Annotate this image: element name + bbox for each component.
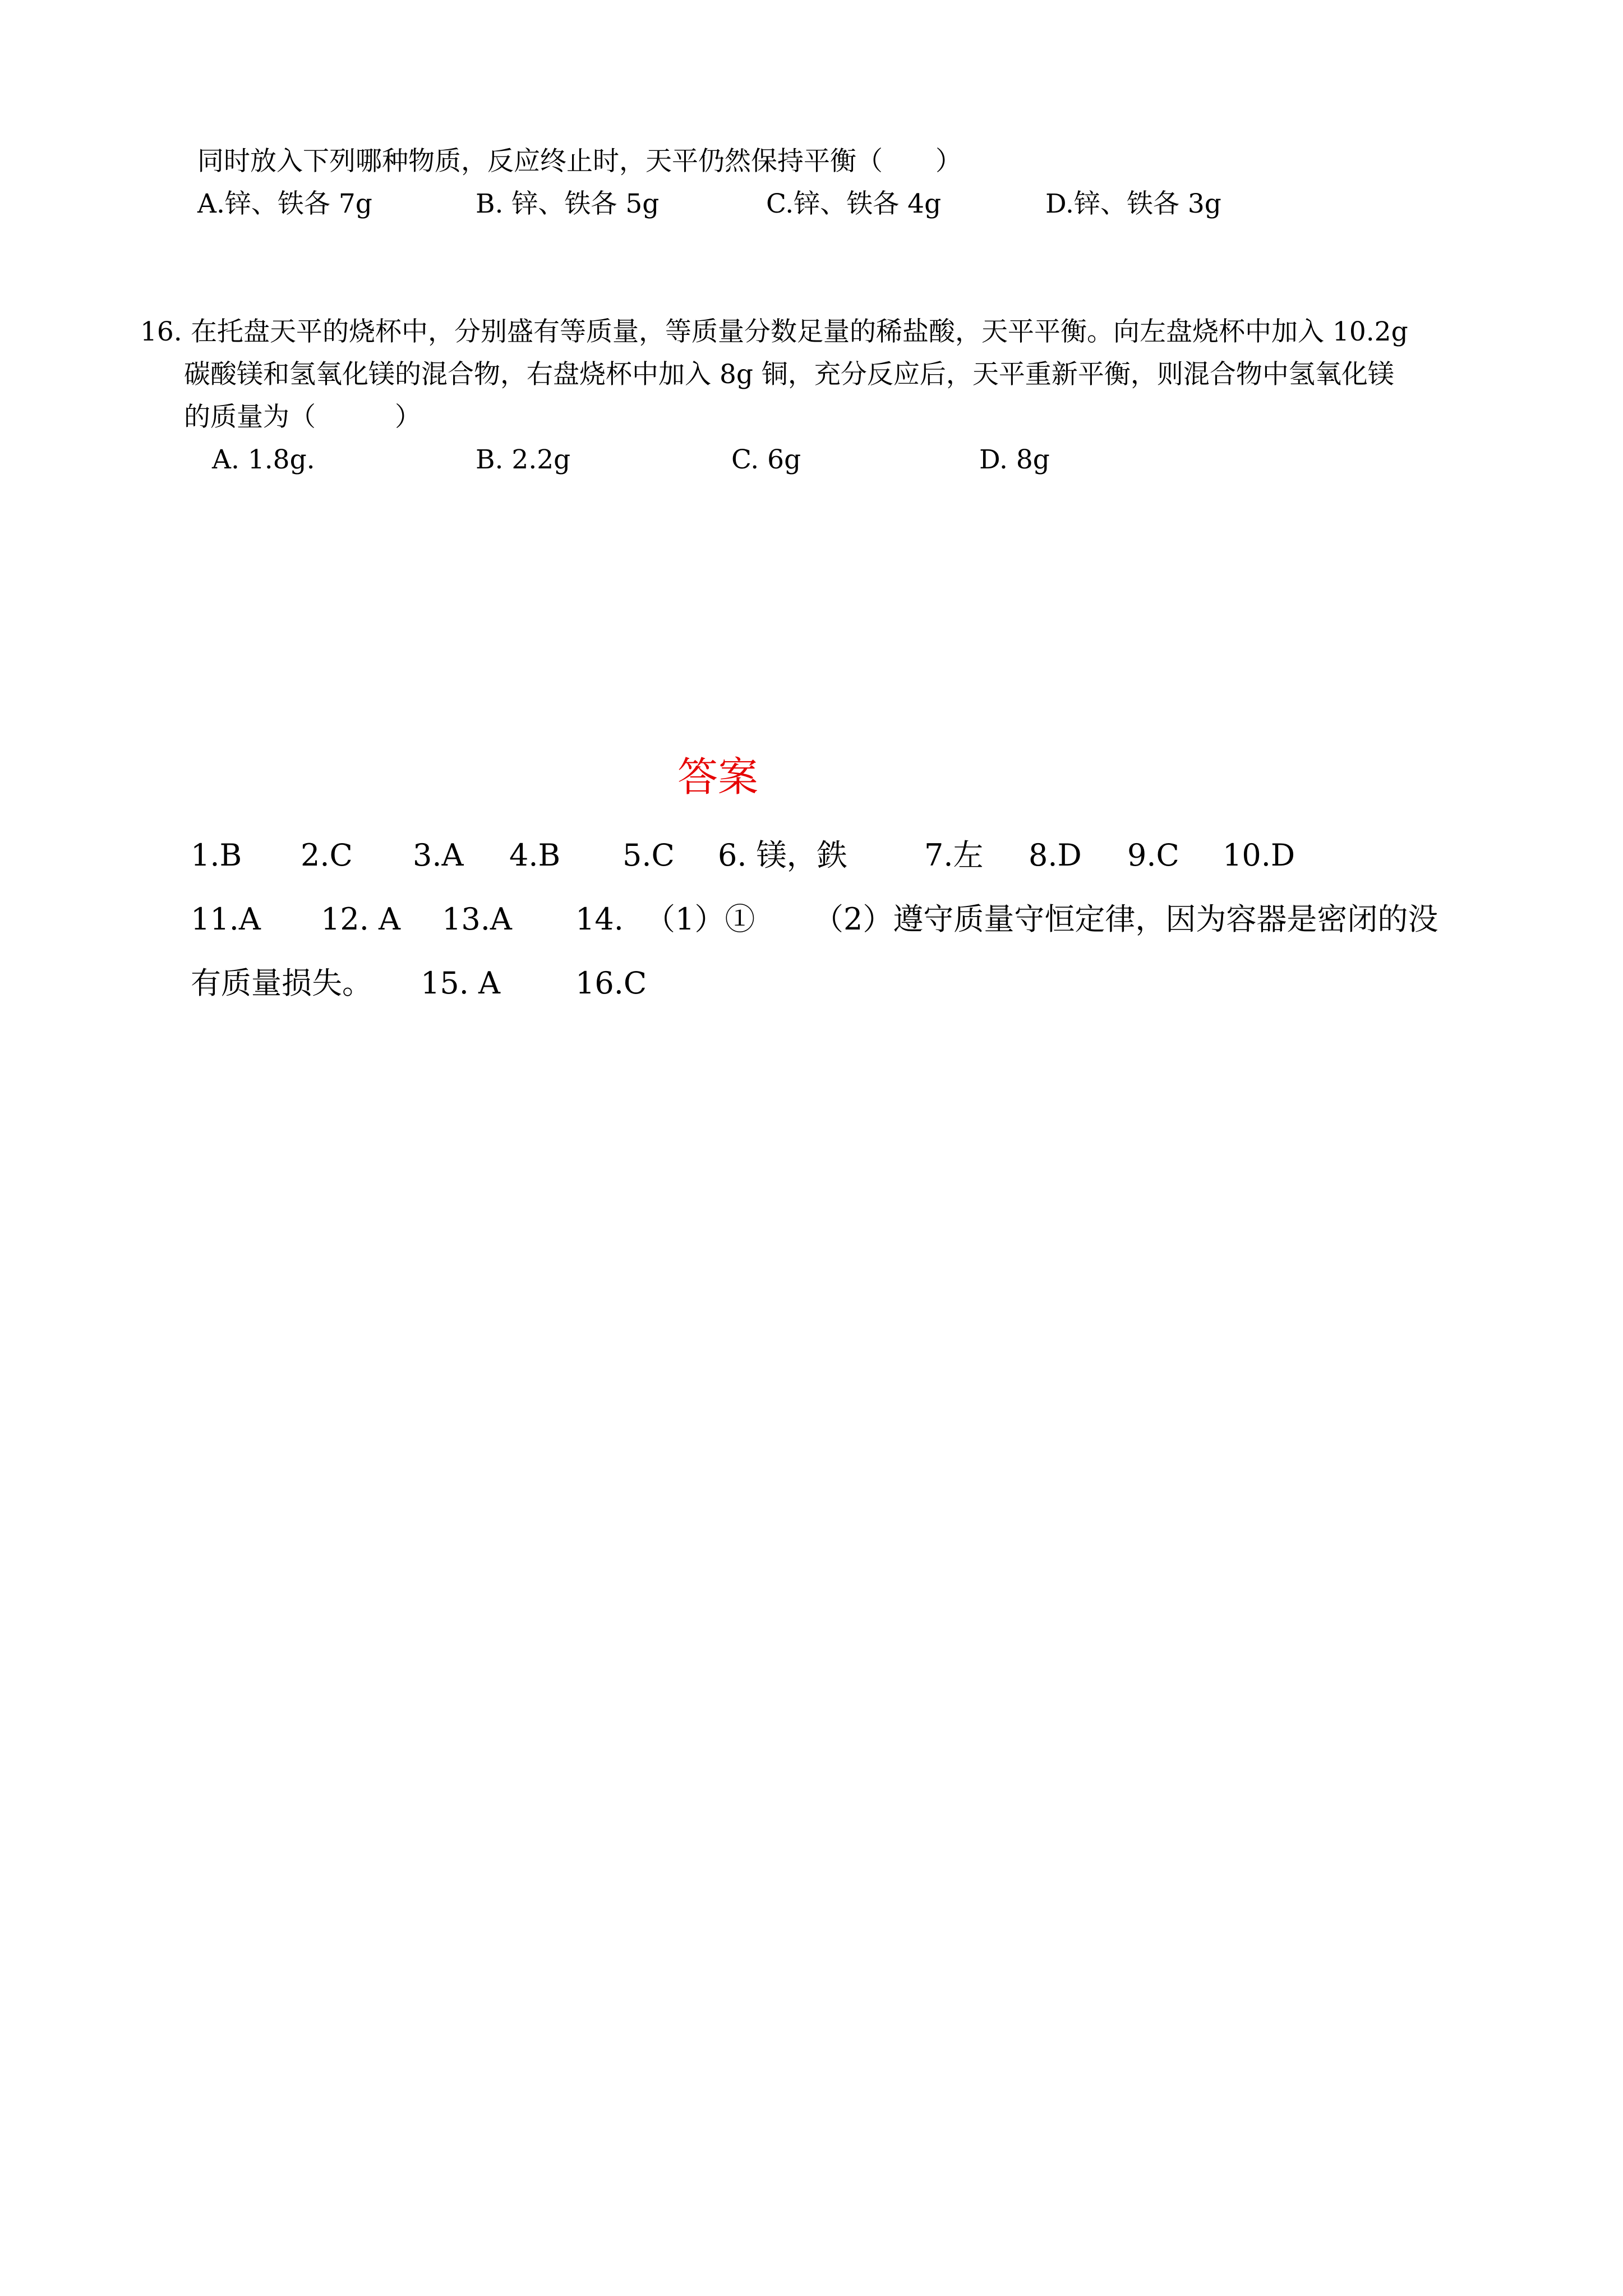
- q15-stem-continuation: 同时放入下列哪种物质，反应终止时，天平仍然保持平衡（ ）: [197, 146, 962, 177]
- q16-option-b: B. 2.2g: [476, 444, 571, 475]
- answer-15: 15. A: [421, 965, 501, 1001]
- answer-10: 10.D: [1223, 838, 1295, 873]
- answer-7: 7.左: [924, 838, 984, 873]
- q15-option-b: B. 锌、铁各 5g: [476, 188, 660, 219]
- answer-9: 9.C: [1127, 838, 1179, 873]
- q16-stem-line-2: 碳酸镁和氢氧化镁的混合物，右盘烧杯中加入 8g 铜，充分反应后，天平重新平衡，则混合物中氢氧化镁: [184, 359, 1394, 390]
- answer-14-part-1: （1）①: [645, 901, 755, 937]
- answer-4: 4.B: [509, 838, 561, 873]
- answer-3: 3.A: [413, 838, 464, 873]
- q16-number: 16.: [140, 316, 182, 347]
- answer-14-number: 14.: [575, 901, 624, 937]
- q16-option-c: C. 6g: [731, 444, 801, 475]
- q15-option-a: A.锌、铁各 7g: [197, 188, 372, 219]
- answer-6: 6. 镁，鉄: [718, 838, 847, 873]
- answer-5: 5.C: [623, 838, 675, 873]
- answer-12: 12. A: [321, 901, 401, 937]
- answer-14-part-2: （2）遵守质量守恒定律，因为容器是密闭的没: [813, 901, 1438, 937]
- answer-11: 11.A: [191, 901, 261, 937]
- answer-2: 2.C: [301, 838, 353, 873]
- answer-1: 1.B: [191, 838, 242, 873]
- q15-option-d: D.锌、铁各 3g: [1045, 188, 1221, 219]
- q15-option-c: C.锌、铁各 4g: [766, 188, 942, 219]
- answers-title: 答案: [677, 753, 758, 800]
- q16-option-a: A. 1.8g.: [212, 444, 315, 475]
- q16-stem-line-1: 在托盘天平的烧杯中，分别盛有等质量，等质量分数足量的稀盐酸，天平平衡。向左盘烧杯中加入 10.2g: [191, 316, 1408, 347]
- answer-16: 16.C: [575, 965, 647, 1001]
- answer-14-part-2-continuation: 有质量损失。: [191, 965, 372, 1001]
- q16-stem-line-3: 的质量为（ ）: [184, 402, 421, 432]
- answer-13: 13.A: [442, 901, 512, 937]
- answer-8: 8.D: [1029, 838, 1082, 873]
- q16-option-d: D. 8g: [979, 444, 1050, 475]
